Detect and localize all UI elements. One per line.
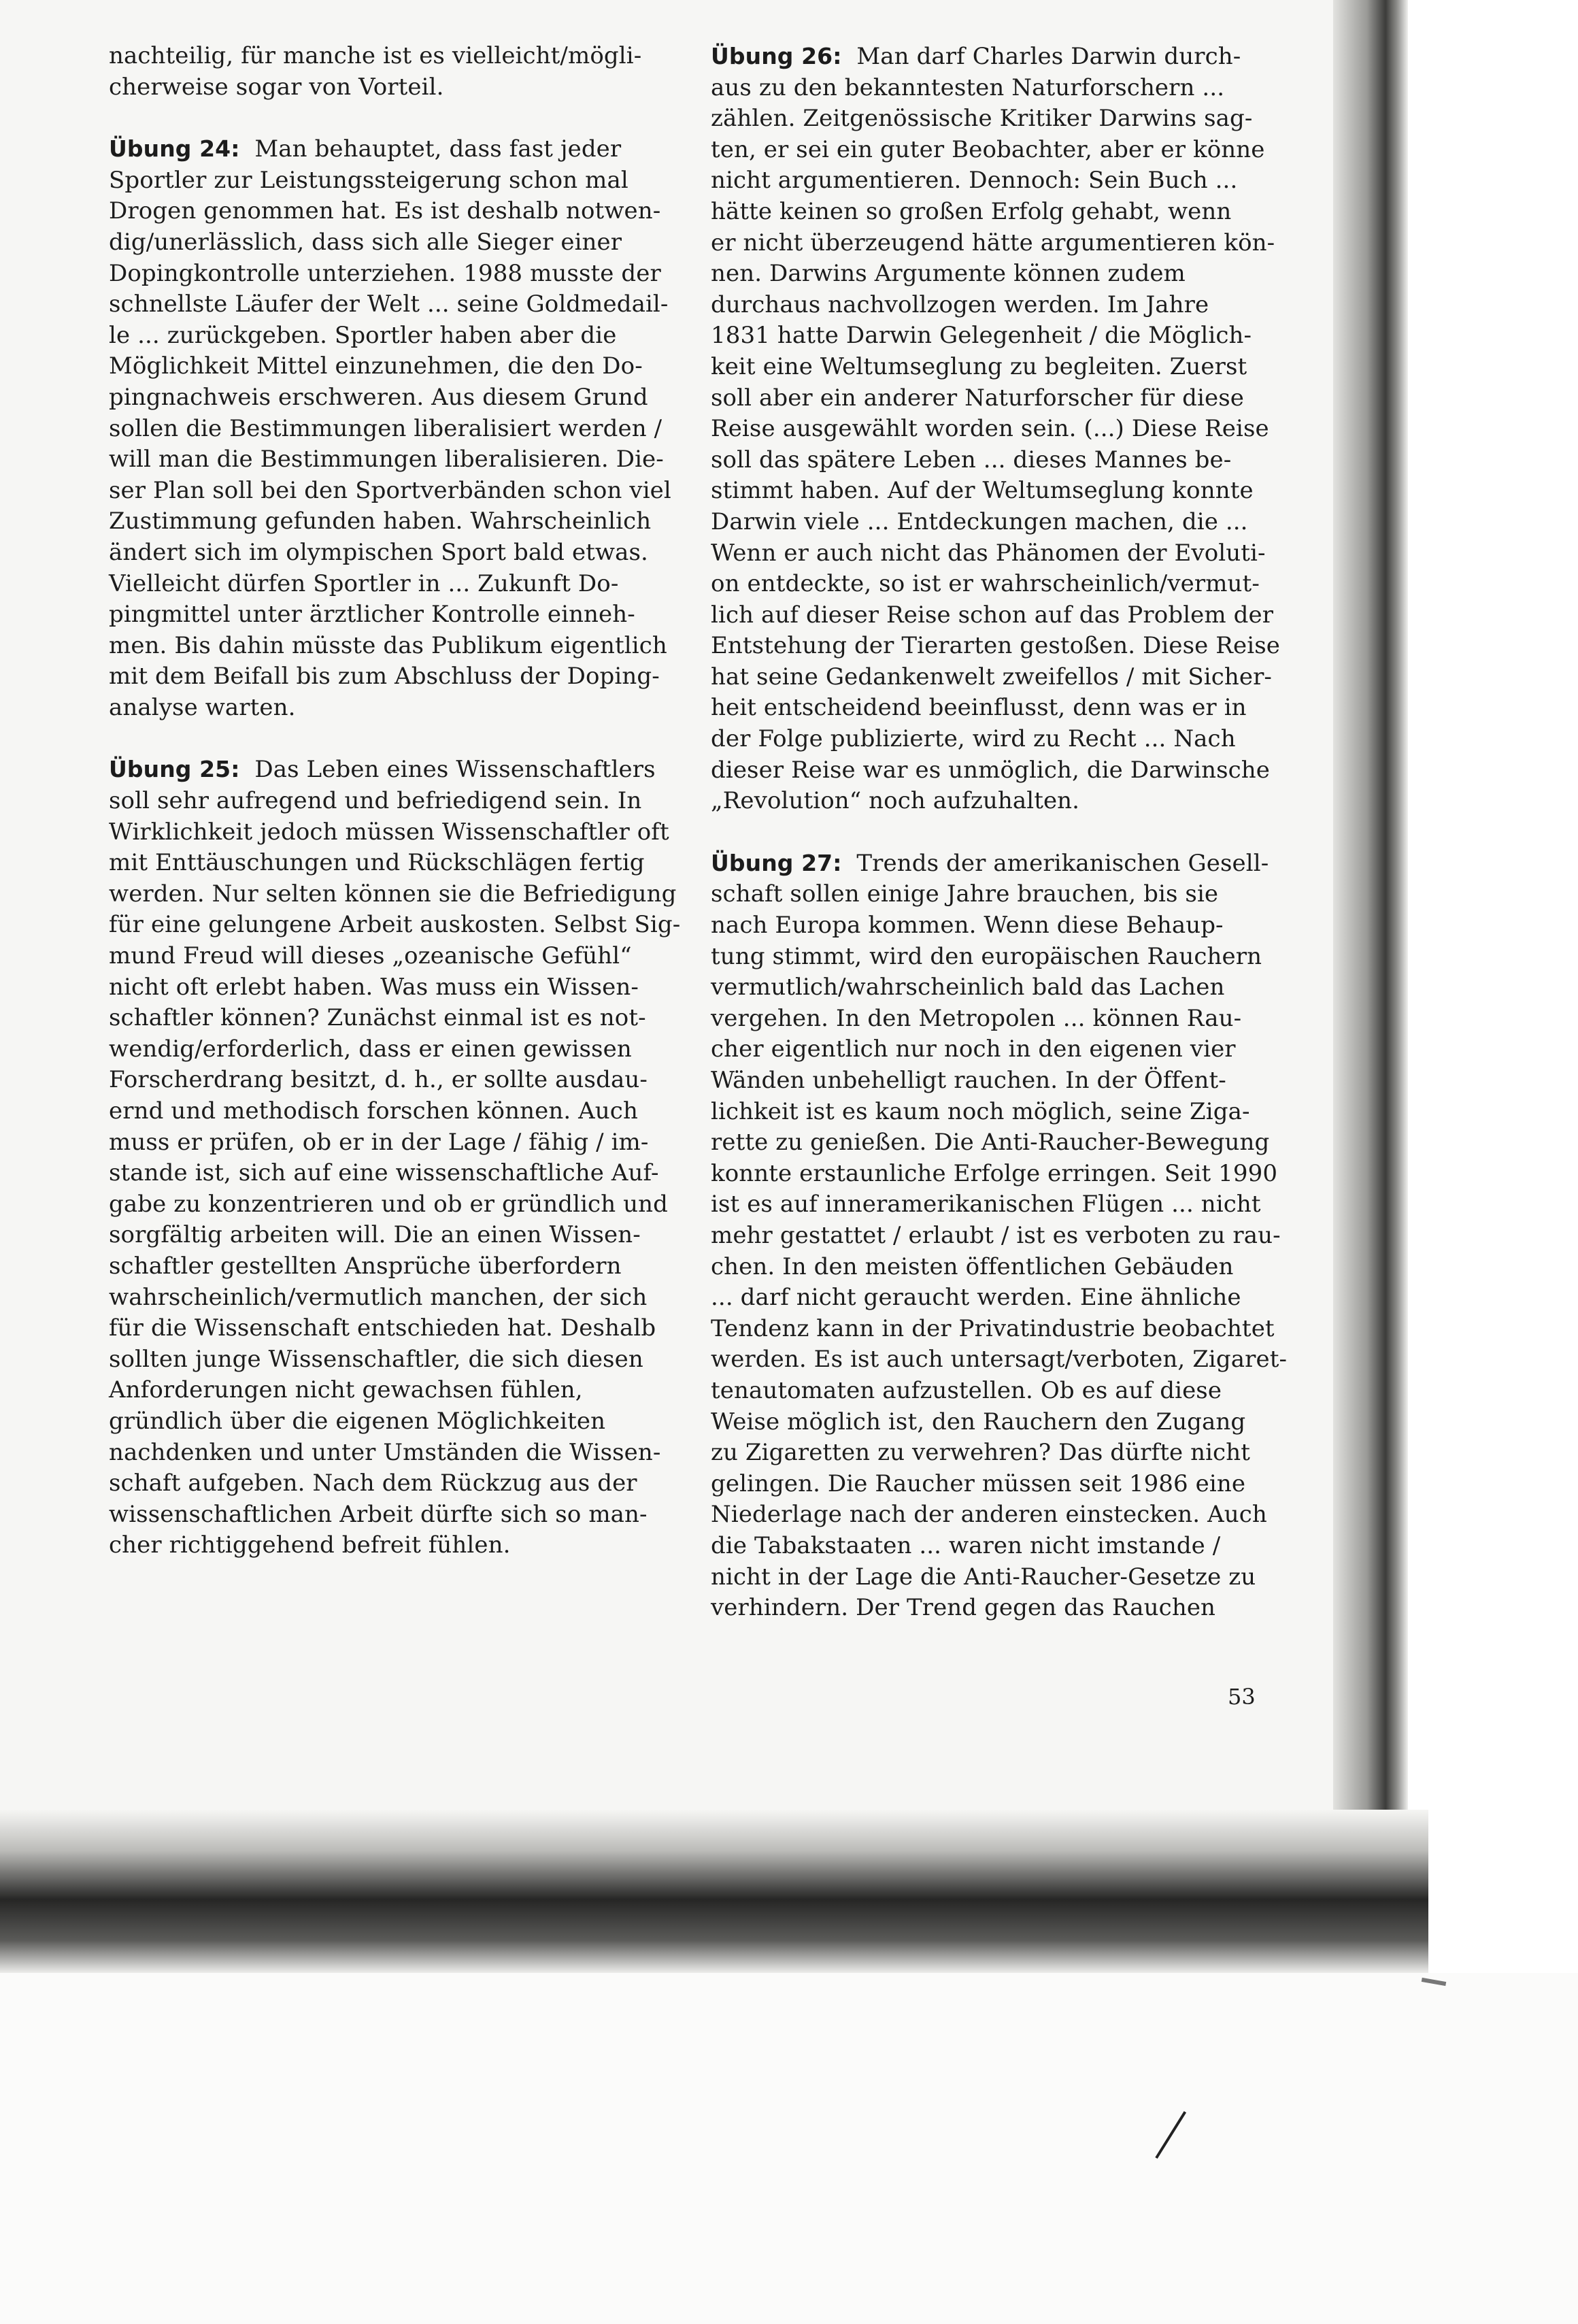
- line-text: soll aber ein anderer Naturforscher für diese: [711, 384, 1244, 412]
- line-text: hat seine Gedankenwelt zweifellos / mit Sicher-: [711, 663, 1273, 691]
- exercise-paragraph: [711, 848, 1296, 1624]
- text-line: [711, 972, 1296, 1003]
- text-line: [109, 848, 694, 879]
- text-line: [711, 1344, 1296, 1376]
- line-text: nen. Darwins Argumente können zudem: [711, 260, 1186, 288]
- text-line: [109, 1096, 694, 1127]
- text-line: [711, 1282, 1296, 1314]
- text-line: [711, 600, 1296, 631]
- text-line: [711, 1034, 1296, 1065]
- line-text: mehr gestattet / erlaubt / ist es verboten zu rau-: [711, 1221, 1281, 1249]
- line-text: wendig/erforderlich, dass er einen gewissen: [109, 1035, 632, 1063]
- exercise-label: Übung 24:: [109, 135, 240, 163]
- text-line: [711, 538, 1296, 569]
- book-spine-shadow: [1333, 0, 1408, 2041]
- text-line: [109, 1158, 694, 1189]
- line-text: konnte erstaunliche Erfolge erringen. Seit 1990: [711, 1159, 1278, 1187]
- line-text: Man darf Charles Darwin durch-: [856, 43, 1241, 70]
- text-line: [711, 476, 1296, 507]
- line-text: ser Plan soll bei den Sportverbänden schon viel: [109, 476, 671, 504]
- text-line: [109, 382, 694, 414]
- line-text: Tendenz kann in der Privatindustrie beobachtet: [711, 1314, 1275, 1342]
- text-line: [711, 1531, 1296, 1562]
- line-text: mit Enttäuschungen und Rückschlägen fertig: [109, 849, 645, 877]
- text-line: [711, 259, 1296, 290]
- line-text: nicht argumentieren. Dennoch: Sein Buch ...: [711, 167, 1238, 195]
- text-line: [711, 1097, 1296, 1128]
- text-line: [109, 1220, 694, 1251]
- line-text: Sportler zur Leistungssteigerung schon mal: [109, 166, 628, 194]
- line-text: wissenschaftlichen Arbeit dürfte sich so man-: [109, 1500, 648, 1528]
- line-text: er nicht überzeugend hätte argumentieren kön-: [711, 229, 1275, 256]
- line-text: 1831 hatte Darwin Gelegenheit / die Möglich-: [711, 322, 1252, 350]
- text-line: [711, 1562, 1296, 1593]
- text-line: [109, 1251, 694, 1282]
- text-line: [711, 1189, 1296, 1221]
- text-line: [109, 133, 694, 165]
- text-line: [711, 73, 1296, 104]
- line-text: Wenn er auch nicht das Phänomen der Evoluti-: [711, 539, 1266, 567]
- line-text: Wirklichkeit jedoch müssen Wissenschaftler oft: [109, 818, 669, 846]
- text-line: [711, 879, 1296, 910]
- line-text: soll das spätere Leben ... dieses Mannes be-: [711, 446, 1232, 474]
- line-text: nachdenken und unter Umständen die Wissen-: [109, 1438, 661, 1466]
- exercise-label: Übung 26:: [711, 43, 842, 69]
- line-text: stimmt haben. Auf der Weltumseglung konnte: [711, 477, 1254, 505]
- exercise-paragraph: [109, 133, 694, 723]
- line-text: gabe zu konzentrieren und ob er gründlich und: [109, 1190, 668, 1218]
- text-line: [109, 941, 694, 972]
- line-text: tenautomaten aufzustellen. Ob es auf diese: [711, 1376, 1222, 1404]
- right-column: [711, 41, 1296, 1655]
- text-line: [109, 661, 694, 693]
- line-text: pingmittel unter ärztlicher Kontrolle einneh-: [109, 601, 635, 629]
- text-line: [109, 41, 694, 72]
- text-line: [711, 414, 1296, 445]
- text-line: [711, 1252, 1296, 1283]
- text-line: [711, 383, 1296, 414]
- line-text: die Tabakstaaten ... waren nicht imstande /: [711, 1531, 1221, 1559]
- line-text: soll sehr aufregend und befriedigend sein. In: [109, 787, 642, 815]
- line-text: ernd und methodisch forschen können. Auch: [109, 1097, 638, 1125]
- line-text: stande ist, sich auf eine wissenschaftliche Auf-: [109, 1159, 659, 1187]
- line-text: Wänden unbehelligt rauchen. In der Öffent-: [711, 1067, 1226, 1094]
- text-line: [711, 662, 1296, 693]
- text-line: [109, 414, 694, 445]
- line-text: dieser Reise war es unmöglich, die Darwinsche: [711, 756, 1270, 784]
- text-line: [109, 537, 694, 569]
- text-line: [711, 1407, 1296, 1438]
- text-line: [711, 1499, 1296, 1531]
- line-text: Reise ausgewählt worden sein. (...) Diese Reise: [711, 415, 1269, 443]
- line-text: sollten junge Wissenschaftler, die sich diesen: [109, 1345, 643, 1373]
- line-text: mit dem Beifall bis zum Abschluss der Doping-: [109, 663, 660, 691]
- text-line: [109, 1003, 694, 1034]
- line-text: Niederlage nach der anderen einstecken. Auch: [711, 1501, 1267, 1529]
- line-text: für eine gelungene Arbeit auskosten. Selbst Sig-: [109, 911, 681, 939]
- text-line: [109, 817, 694, 848]
- text-line: [109, 1282, 694, 1314]
- text-line: [711, 910, 1296, 942]
- text-line: [711, 942, 1296, 973]
- line-text: hätte keinen so großen Erfolg gehabt, wenn: [711, 197, 1232, 225]
- text-line: [109, 972, 694, 1003]
- line-text: Entstehung der Tierarten gestoßen. Diese Reise: [711, 632, 1280, 660]
- text-line: [109, 196, 694, 227]
- text-line: [109, 165, 694, 197]
- text-line: [711, 1127, 1296, 1159]
- line-text: Weise möglich ist, den Rauchern den Zugang: [711, 1408, 1246, 1435]
- text-line: [109, 444, 694, 476]
- text-line: [109, 1127, 694, 1159]
- text-line: [109, 72, 694, 103]
- text-line: [711, 1221, 1296, 1252]
- line-text: wahrscheinlich/vermutlich manchen, der sich: [109, 1283, 648, 1311]
- text-line: [711, 135, 1296, 166]
- line-text: Forscherdrang besitzt, d. h., er sollte ausdau-: [109, 1066, 648, 1094]
- text-line: [109, 786, 694, 817]
- line-text: nicht oft erlebt haben. Was muss ein Wissen-: [109, 973, 639, 1001]
- text-line: [109, 259, 694, 290]
- line-text: Zustimmung gefunden haben. Wahrscheinlich: [109, 508, 652, 535]
- line-text: nach Europa kommen. Wenn diese Behaup-: [711, 912, 1224, 940]
- line-text: schaftler gestellten Ansprüche überfordern: [109, 1252, 622, 1280]
- line-text: sorgfältig arbeiten will. Die an einen Wissen-: [109, 1221, 641, 1249]
- text-line: [711, 1469, 1296, 1500]
- line-text: analyse warten.: [109, 693, 296, 721]
- line-text: nachteilig, für manche ist es vielleicht/mögli-: [109, 42, 642, 69]
- line-text: werden. Es ist auch untersagt/verboten, Zigaret-: [711, 1346, 1288, 1374]
- line-text: ten, er sei ein guter Beobachter, aber er könne: [711, 135, 1265, 163]
- text-line: [711, 724, 1296, 755]
- line-text: zählen. Zeitgenössische Kritiker Darwins sag-: [711, 105, 1253, 133]
- page-number: 53: [1228, 1684, 1256, 1710]
- text-line: [109, 1406, 694, 1438]
- text-line: [109, 506, 694, 537]
- line-text: Vielleicht dürfen Sportler in ... Zukunft Do-: [109, 569, 619, 597]
- text-line: [711, 786, 1296, 817]
- text-line: [109, 476, 694, 507]
- line-text: Dopingkontrolle unterziehen. 1988 musste der: [109, 259, 661, 287]
- line-text: Das Leben eines Wissenschaftlers: [254, 756, 656, 784]
- text-line: [109, 599, 694, 631]
- line-text: ist es auf inneramerikanischen Flügen ... nicht: [711, 1191, 1261, 1218]
- text-line: [109, 569, 694, 600]
- line-text: cher eigentlich nur noch in den eigenen vier: [711, 1035, 1236, 1063]
- line-text: Darwin viele ... Entdeckungen machen, die ...: [711, 508, 1248, 535]
- line-text: le ... zurückgeben. Sportler haben aber die: [109, 321, 617, 349]
- text-line: [109, 1468, 694, 1499]
- exercise-paragraph: [109, 41, 694, 103]
- line-text: pingnachweis erschweren. Aus diesem Grund: [109, 383, 648, 411]
- text-line: [109, 289, 694, 320]
- line-text: werden. Nur selten können sie die Befriedigung: [109, 880, 677, 908]
- line-text: dig/unerlässlich, dass sich alle Sieger einer: [109, 228, 622, 256]
- text-line: [109, 1034, 694, 1065]
- text-line: [711, 848, 1296, 880]
- text-line: [711, 1003, 1296, 1035]
- line-text: tung stimmt, wird den europäischen Rauchern: [711, 942, 1262, 970]
- text-line: [711, 228, 1296, 259]
- exercise-label: Übung 25:: [109, 756, 240, 783]
- left-column: [109, 41, 694, 1592]
- line-text: keit eine Weltumseglung zu begleiten. Zuerst: [711, 352, 1247, 380]
- line-text: Drogen genommen hat. Es ist deshalb notwen-: [109, 197, 661, 225]
- line-text: muss er prüfen, ob er in der Lage / fähig / im-: [109, 1128, 649, 1156]
- line-text: schnellste Läufer der Welt ... seine Goldmedail-: [109, 290, 669, 318]
- text-line: [711, 1593, 1296, 1624]
- text-line: [109, 1438, 694, 1469]
- line-text: lichkeit ist es kaum noch möglich, seine Ziga-: [711, 1097, 1250, 1125]
- text-line: [711, 755, 1296, 786]
- line-text: will man die Bestimmungen liberalisieren. Die-: [109, 446, 664, 474]
- text-line: [109, 1313, 694, 1344]
- line-text: mund Freud will dieses „ozeanische Gefühl“: [109, 942, 632, 970]
- text-line: [109, 320, 694, 352]
- line-text: lich auf dieser Reise schon auf das Problem der: [711, 601, 1274, 629]
- text-line: [109, 351, 694, 382]
- line-text: verhindern. Der Trend gegen das Rauchen: [711, 1594, 1216, 1622]
- text-line: [711, 103, 1296, 135]
- text-line: [711, 41, 1296, 73]
- text-line: [711, 693, 1296, 724]
- exercise-label: Übung 27:: [711, 849, 842, 876]
- text-line: [711, 1065, 1296, 1097]
- text-line: [711, 1438, 1296, 1469]
- line-text: zu Zigaretten zu verwehren? Das dürfte nicht: [711, 1439, 1250, 1467]
- line-text: sollen die Bestimmungen liberalisiert werden /: [109, 414, 662, 442]
- line-text: vergehen. In den Metropolen ... können Rau-: [711, 1004, 1242, 1032]
- text-line: [109, 1499, 694, 1531]
- line-text: cher richtiggehend befreit fühlen.: [109, 1531, 511, 1559]
- line-text: schaft sollen einige Jahre brauchen, bis sie: [711, 880, 1219, 908]
- scanner-background: [0, 1973, 1578, 2324]
- line-text: „Revolution“ noch aufzuhalten.: [711, 787, 1080, 815]
- line-text: Möglichkeit Mittel einzunehmen, die den Do-: [109, 352, 643, 380]
- text-line: [109, 1189, 694, 1221]
- line-text: men. Bis dahin müsste das Publikum eigentlich: [109, 631, 667, 659]
- text-line: [711, 165, 1296, 197]
- line-text: rette zu genießen. Die Anti-Raucher-Bewegung: [711, 1129, 1270, 1157]
- text-line: [711, 631, 1296, 662]
- line-text: cherweise sogar von Vorteil.: [109, 73, 444, 101]
- text-line: [711, 569, 1296, 600]
- line-text: Trends der amerikanischen Gesell-: [856, 849, 1269, 877]
- text-line: [711, 290, 1296, 321]
- text-line: [711, 507, 1296, 538]
- line-text: der Folge publizierte, wird zu Recht ... Nach: [711, 725, 1236, 753]
- line-text: ändert sich im olympischen Sport bald etwas.: [109, 538, 648, 566]
- line-text: schaft aufgeben. Nach dem Rückzug aus der: [109, 1470, 637, 1497]
- line-text: aus zu den bekanntesten Naturforschern ...: [711, 73, 1225, 101]
- text-line: [109, 1065, 694, 1096]
- text-line: [109, 631, 694, 662]
- text-line: [109, 754, 694, 786]
- text-line: [109, 1344, 694, 1376]
- line-text: gelingen. Die Raucher müssen seit 1986 eine: [711, 1470, 1246, 1497]
- line-text: on entdeckte, so ist er wahrscheinlich/vermut-: [711, 570, 1260, 598]
- text-line: [711, 1314, 1296, 1345]
- line-text: Anforderungen nicht gewachsen fühlen,: [109, 1376, 583, 1404]
- line-text: schaftler können? Zunächst einmal ist es not-: [109, 1004, 646, 1032]
- line-text: chen. In den meisten öffentlichen Gebäuden: [711, 1252, 1234, 1280]
- text-line: [711, 352, 1296, 383]
- line-text: für die Wissenschaft entschieden hat. Deshalb: [109, 1314, 656, 1342]
- text-line: [711, 1159, 1296, 1190]
- line-text: nicht in der Lage die Anti-Raucher-Gesetze zu: [711, 1563, 1256, 1591]
- text-line: [109, 693, 694, 724]
- text-line: [109, 227, 694, 259]
- line-text: ... darf nicht geraucht werden. Eine ähnliche: [711, 1284, 1241, 1312]
- text-line: [109, 1375, 694, 1406]
- line-text: durchaus nachvollzogen werden. Im Jahre: [711, 290, 1209, 318]
- line-text: gründlich über die eigenen Möglichkeiten: [109, 1407, 606, 1435]
- line-text: Man behauptet, dass fast jeder: [254, 135, 622, 163]
- text-line: [711, 445, 1296, 476]
- text-line: [711, 1376, 1296, 1407]
- exercise-paragraph: [711, 41, 1296, 817]
- text-line: [109, 879, 694, 910]
- text-line: [109, 1530, 694, 1561]
- page-bottom-shadow: [0, 1810, 1428, 1973]
- text-line: [109, 910, 694, 941]
- exercise-paragraph: [109, 754, 694, 1561]
- line-text: vermutlich/wahrscheinlich bald das Lachen: [711, 974, 1225, 1001]
- text-line: [711, 320, 1296, 352]
- line-text: heit entscheidend beeinflusst, denn was er in: [711, 694, 1247, 722]
- text-line: [711, 197, 1296, 228]
